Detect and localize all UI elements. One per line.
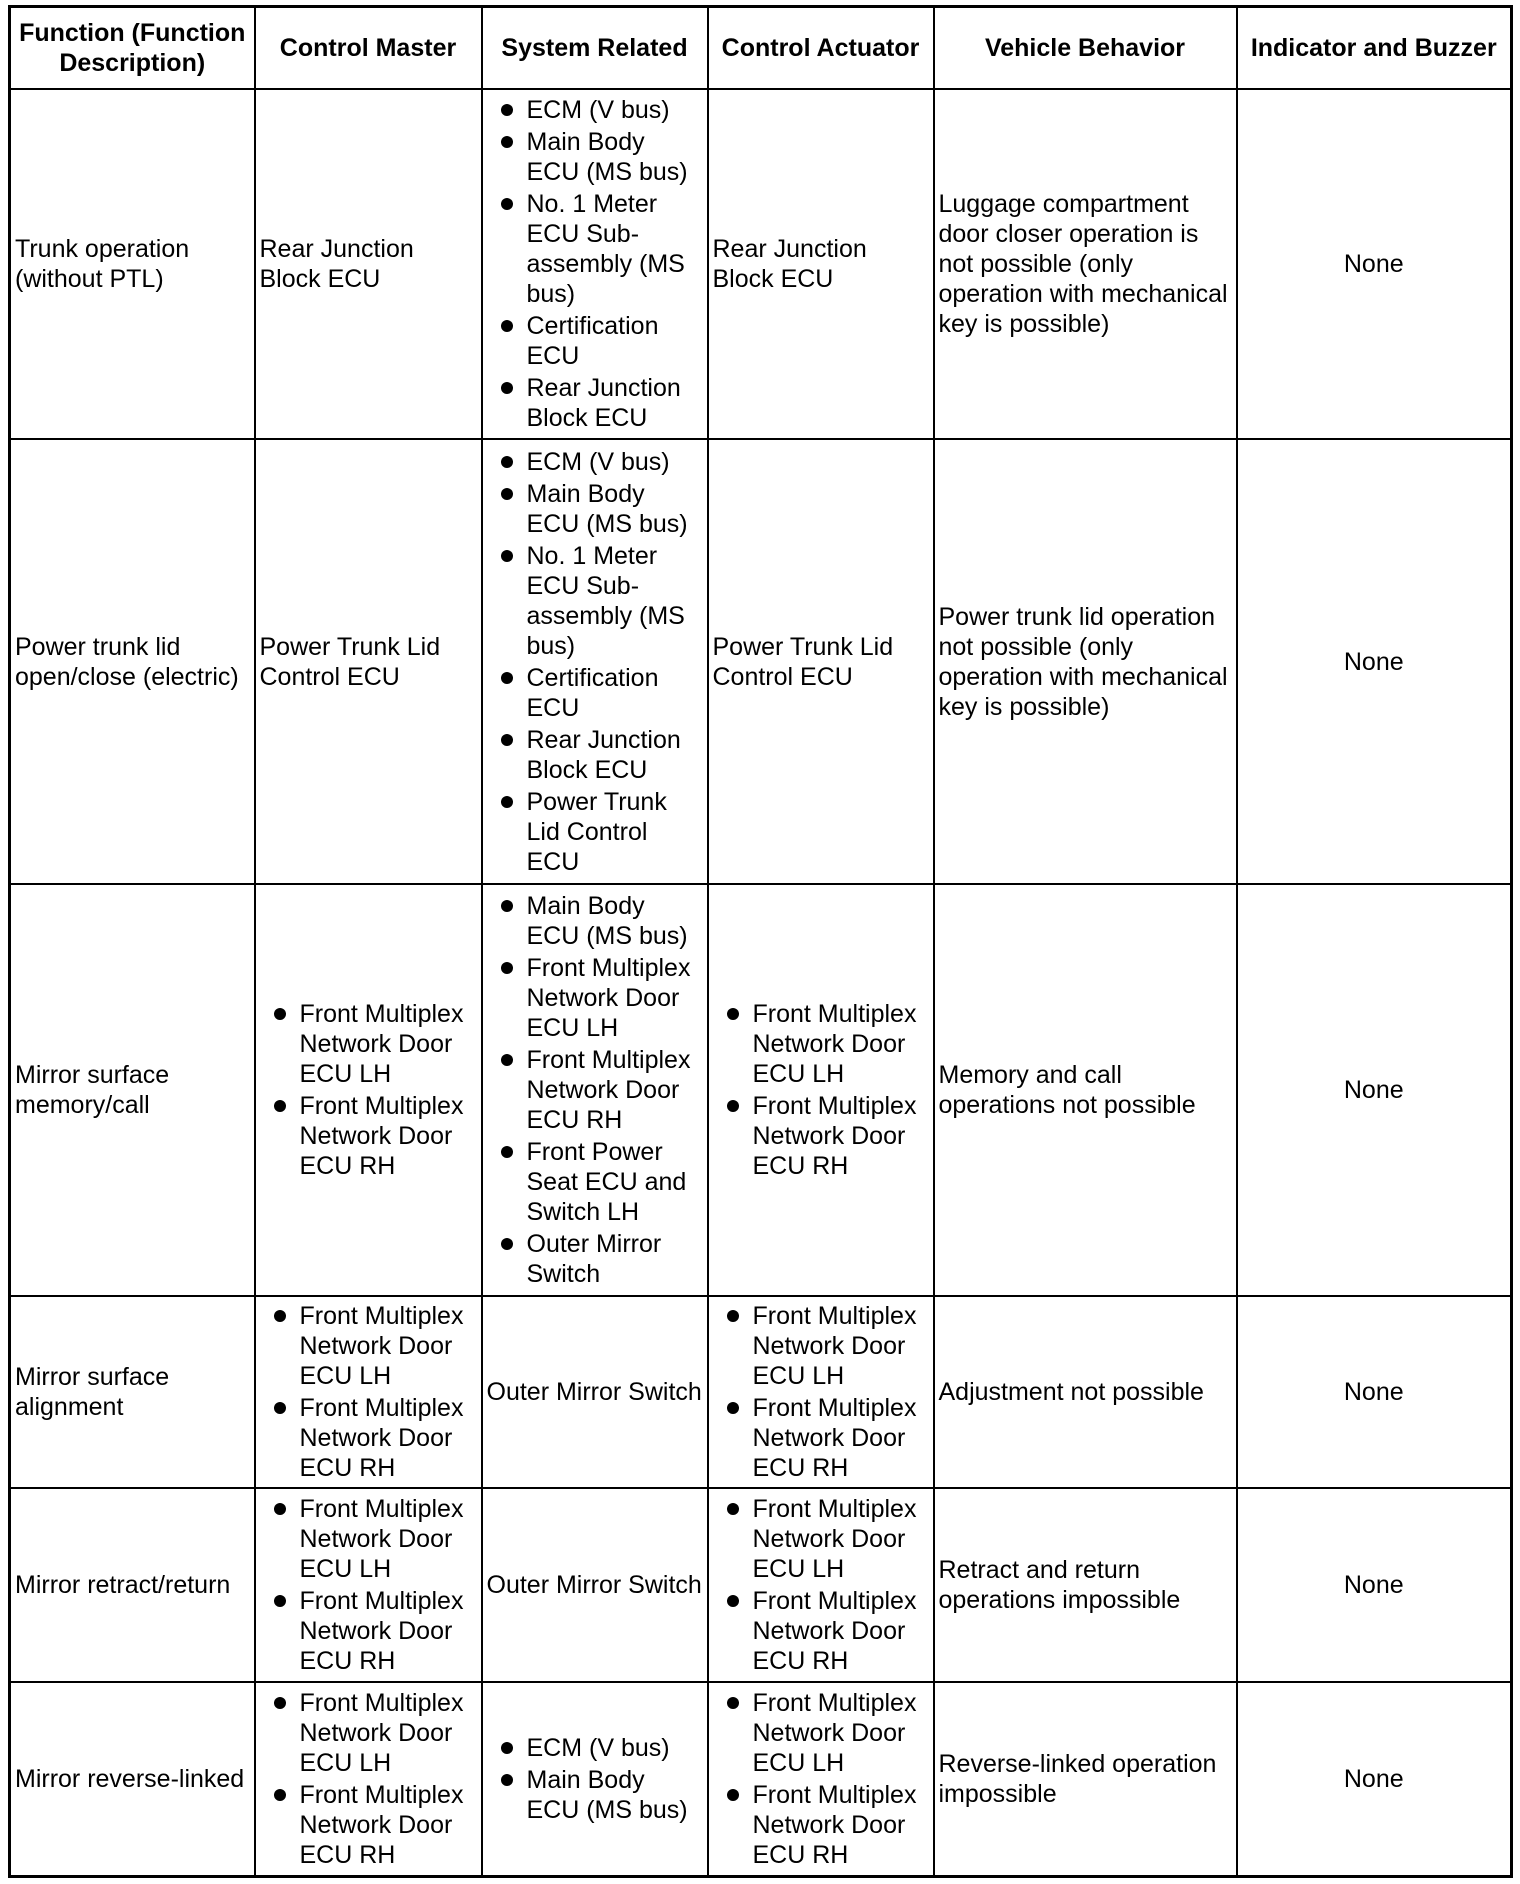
system-related-cell <box>482 439 708 884</box>
function-table <box>8 5 1513 1878</box>
header-indicator-buzzer: Indicator and Buzzer <box>1237 7 1512 90</box>
list-item: Front Multiplex Network Door ECU RH <box>487 1045 703 1135</box>
list-item: Front Multiplex Network Door ECU RH <box>260 1393 477 1483</box>
list-item: Rear Junction Block ECU <box>487 373 703 433</box>
function-cell: Mirror surface alignment <box>10 1296 255 1488</box>
list-item: Certification ECU <box>487 663 703 723</box>
list-item: Front Multiplex Network Door ECU LH <box>260 1688 477 1778</box>
list-item: ECM (V bus) <box>487 1733 703 1763</box>
list-item: Front Multiplex Network Door ECU RH <box>713 1091 929 1181</box>
system-related-cell: Outer Mirror Switch <box>482 1296 708 1488</box>
list-item: Front Multiplex Network Door ECU LH <box>260 1494 477 1584</box>
vehicle-behavior-cell: Retract and return operations impossible <box>934 1488 1237 1682</box>
indicator-cell: None <box>1237 1488 1512 1682</box>
list-item: No. 1 Meter ECU Sub-assembly (MS bus) <box>487 189 703 309</box>
function-cell: Mirror retract/return <box>10 1488 255 1682</box>
indicator-cell: None <box>1237 1296 1512 1488</box>
list-item: Front Multiplex Network Door ECU LH <box>713 1688 929 1778</box>
control-actuator-cell <box>708 884 934 1296</box>
header-control-actuator: Control Actuator <box>708 7 934 90</box>
list-item: Front Multiplex Network Door ECU RH <box>260 1091 477 1181</box>
function-cell: Power trunk lid open/close (electric) <box>10 439 255 884</box>
list-item: Main Body ECU (MS bus) <box>487 891 703 951</box>
list-item: Certification ECU <box>487 311 703 371</box>
header-function: Function (Function Description) <box>10 7 255 90</box>
list-item: Main Body ECU (MS bus) <box>487 1765 703 1825</box>
list-item: Front Multiplex Network Door ECU RH <box>260 1586 477 1676</box>
list-item: Front Multiplex Network Door ECU RH <box>713 1393 929 1483</box>
list-item: ECM (V bus) <box>487 447 703 477</box>
system-related-cell <box>482 884 708 1296</box>
table-row <box>10 1682 1512 1877</box>
table-row <box>10 439 1512 884</box>
vehicle-behavior-cell: Adjustment not possible <box>934 1296 1237 1488</box>
indicator-cell: None <box>1237 884 1512 1296</box>
control-actuator-cell <box>708 1296 934 1488</box>
list-item: Front Multiplex Network Door ECU RH <box>260 1780 477 1870</box>
list-item: Front Multiplex Network Door ECU LH <box>713 999 929 1089</box>
control-master-cell <box>255 1488 482 1682</box>
table-row <box>10 1488 1512 1682</box>
function-cell: Trunk operation (without PTL) <box>10 89 255 439</box>
list-item: Rear Junction Block ECU <box>487 725 703 785</box>
control-actuator-cell: Power Trunk Lid Control ECU <box>708 439 934 884</box>
table-row <box>10 89 1512 439</box>
indicator-cell: None <box>1237 439 1512 884</box>
table-row <box>10 1296 1512 1488</box>
control-actuator-cell: Rear Junction Block ECU <box>708 89 934 439</box>
control-actuator-cell <box>708 1488 934 1682</box>
vehicle-behavior-cell: Luggage compartment door closer operation is not possible (only operation with mechanical key is possible) <box>934 89 1237 439</box>
control-master-cell <box>255 1296 482 1488</box>
list-item: Front Power Seat ECU and Switch LH <box>487 1137 703 1227</box>
list-item: ECM (V bus) <box>487 95 703 125</box>
system-related-cell <box>482 89 708 439</box>
list-item: Main Body ECU (MS bus) <box>487 127 703 187</box>
list-item: Front Multiplex Network Door ECU RH <box>713 1780 929 1870</box>
list-item: Front Multiplex Network Door ECU LH <box>713 1494 929 1584</box>
control-master-cell <box>255 1682 482 1877</box>
list-item: Power Trunk Lid Control ECU <box>487 787 703 877</box>
list-item: Main Body ECU (MS bus) <box>487 479 703 539</box>
vehicle-behavior-cell: Power trunk lid operation not possible (only operation with mechanical key is possible) <box>934 439 1237 884</box>
system-related-cell <box>482 1682 708 1877</box>
list-item: Front Multiplex Network Door ECU LH <box>713 1301 929 1391</box>
list-item: No. 1 Meter ECU Sub-assembly (MS bus) <box>487 541 703 661</box>
indicator-cell: None <box>1237 1682 1512 1877</box>
list-item: Front Multiplex Network Door ECU RH <box>713 1586 929 1676</box>
vehicle-behavior-cell: Reverse-linked operation impossible <box>934 1682 1237 1877</box>
header-control-master: Control Master <box>255 7 482 90</box>
system-related-cell: Outer Mirror Switch <box>482 1488 708 1682</box>
list-item: Front Multiplex Network Door ECU LH <box>260 1301 477 1391</box>
function-cell: Mirror reverse-linked <box>10 1682 255 1877</box>
table-row <box>10 884 1512 1296</box>
indicator-cell: None <box>1237 89 1512 439</box>
control-actuator-cell <box>708 1682 934 1877</box>
list-item: Outer Mirror Switch <box>487 1229 703 1289</box>
control-master-cell: Rear Junction Block ECU <box>255 89 482 439</box>
header-row <box>10 7 1512 90</box>
function-cell: Mirror surface memory/call <box>10 884 255 1296</box>
list-item: Front Multiplex Network Door ECU LH <box>487 953 703 1043</box>
vehicle-behavior-cell: Memory and call operations not possible <box>934 884 1237 1296</box>
header-system-related: System Related <box>482 7 708 90</box>
header-vehicle-behavior: Vehicle Behavior <box>934 7 1237 90</box>
control-master-cell: Power Trunk Lid Control ECU <box>255 439 482 884</box>
list-item: Front Multiplex Network Door ECU LH <box>260 999 477 1089</box>
control-master-cell <box>255 884 482 1296</box>
